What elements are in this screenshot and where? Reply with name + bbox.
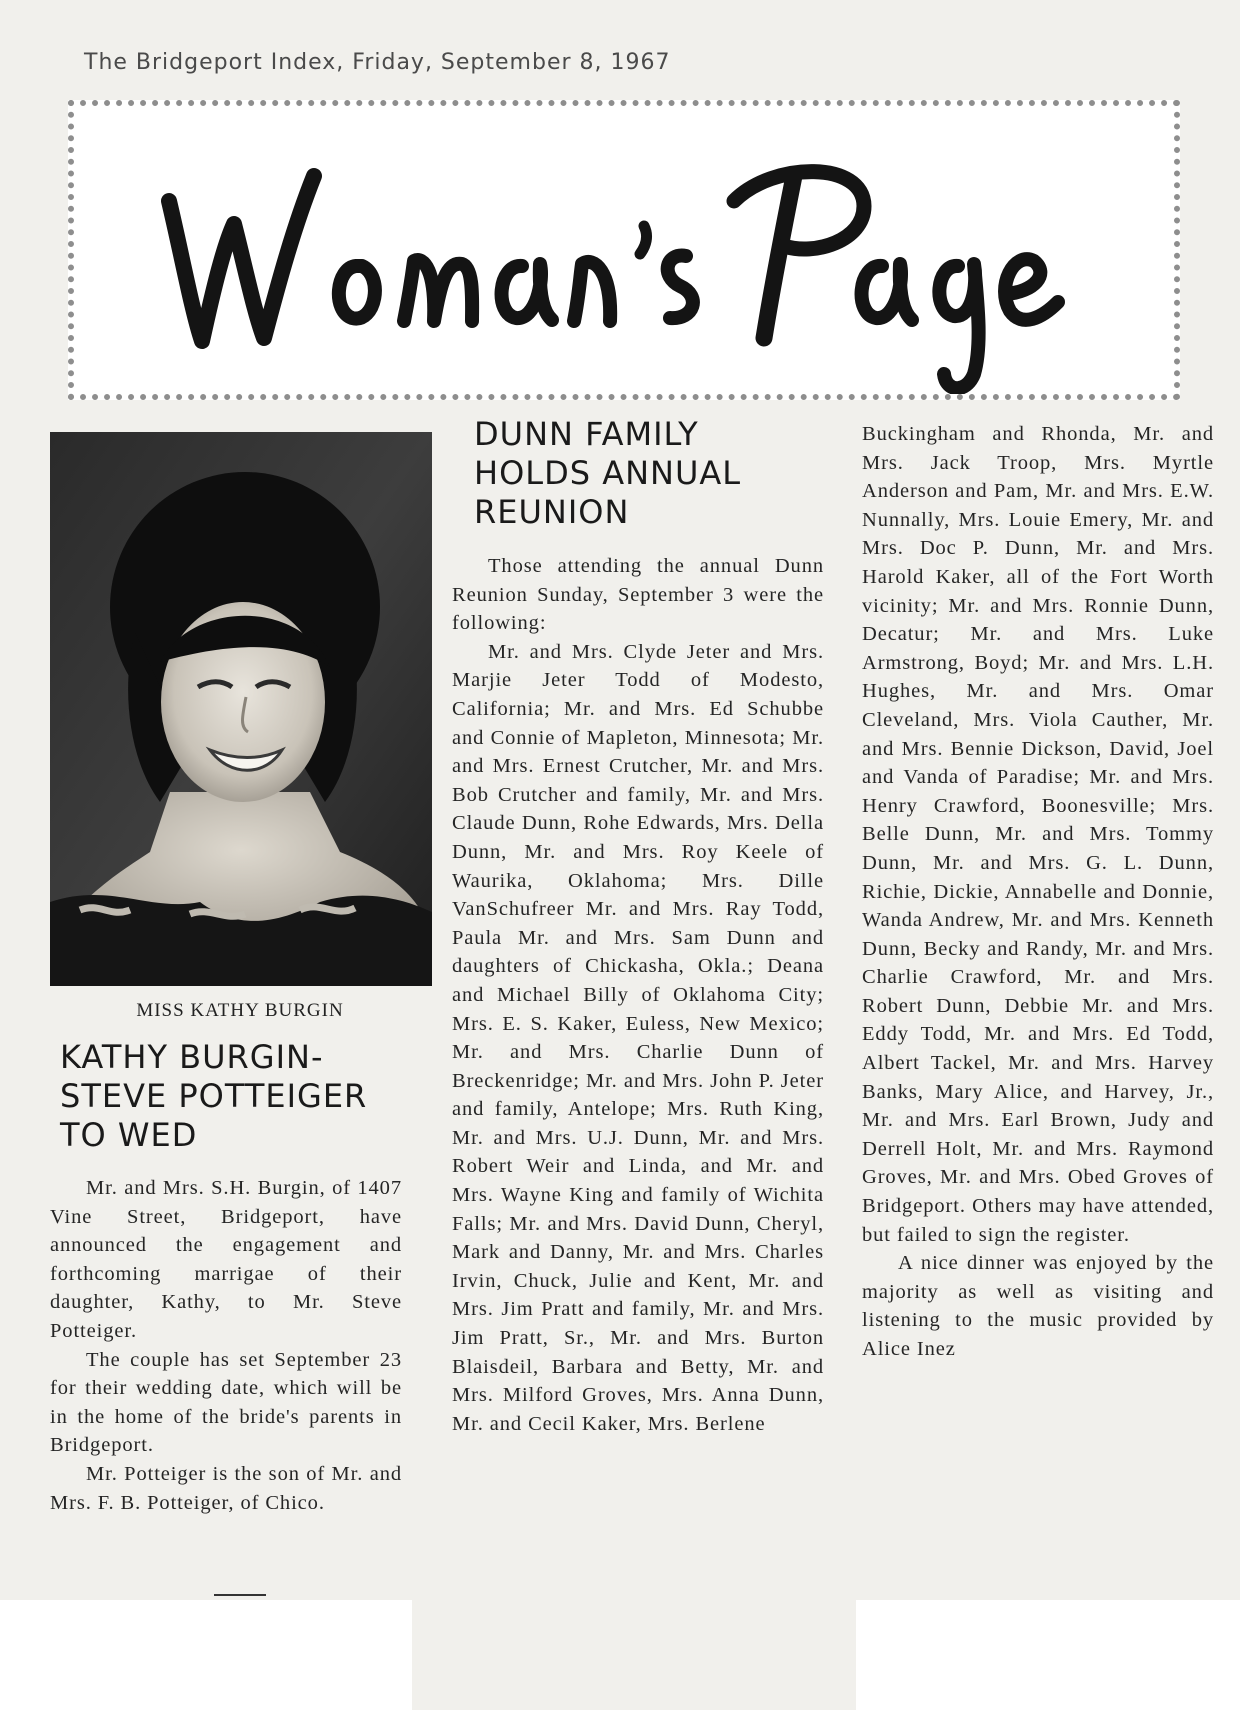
article-paragraph: Mr. Potteiger is the son of Mr. and Mrs. F. B. Potteiger, of Chico.	[50, 1462, 402, 1514]
reunion-article-body	[452, 552, 824, 1438]
photo-caption: MISS KATHY BURGIN	[136, 1000, 344, 1021]
newspaper-page-tail	[412, 1600, 856, 1710]
portrait-image	[50, 432, 432, 986]
engagement-headline: KATHY BURGIN- STEVE POTTEIGER TO WED	[60, 1038, 368, 1155]
portrait-photo	[50, 432, 432, 986]
masthead-script-logo	[74, 106, 1174, 394]
article-paragraph: Mr. and Mrs. S.H. Burgin, of 1407 Vine Street, Bridgeport, have announced the engagement and forthcoming marrigae of their daughter, Kathy, to Mr. Steve Potteiger.	[50, 1177, 402, 1342]
masthead-box	[68, 100, 1180, 400]
article-paragraph: Those attending the annual Dunn Reunion Sunday, September 3 were the following:	[452, 555, 824, 635]
article-paragraph: The couple has set September 23 for their wedding date, which will be in the home of the bride's parents in Bridgeport.	[50, 1348, 402, 1457]
attendee-list-continued: Buckingham and Rhonda, Mr. and Mrs. Jack Troop, Mrs. Myrtle Anderson and Pam, Mr. and Mrs. E.W. Nunnally, Mrs. Louie Emery, Mr. and Mrs. Doc P. Dunn, Mr. and Mrs. Harold Kaker, all of the Fort Worth vicinity; Mr. and Mrs. Ronnie Dunn, Decatur; Mr. and Mrs. Luke Armstrong, Boyd; Mr. and Mrs. L.H. Hughes, Mr. and Mrs. Omar Cleveland, Mrs. Viola Cauther, Mr. and Mrs. Bennie Dickson, David, Joel and Vanda of Paradise; Mr. and Mrs. Henry Crawford, Boonesville; Mrs. Belle Dunn, Mr. and Mrs. Tommy Dunn, Mr. and Mrs. G. L. Dunn, Richie, Dickie, Annabelle and Donnie, Wanda Andrew, Mr. and Mrs. Kenneth Dunn, Becky and Randy, Mr. and Mrs. Charlie Crawford, Mr. and Mrs. Robert Dunn, Debbie Mr. and Mrs. Eddy Todd, Mr. and Mrs. Ed Todd, Albert Tackel, Mr. and Mrs. Harvey Banks, Mary Alice, and Harvey, Jr., Mr. and Mrs. Earl Brown, Judy and Derrell Holt, Mr. and Mrs. Raymond Groves, Mr. and Mrs. Obed Groves of Bridgeport. Others may have attended, but failed to sign the register.	[862, 423, 1214, 1246]
reunion-article-continued	[862, 420, 1214, 1364]
engagement-article-body	[50, 1174, 402, 1517]
article-end-rule	[214, 1594, 266, 1596]
attendee-list: Mr. and Mrs. Clyde Jeter and Mrs. Marjie Jeter Todd of Modesto, California; Mr. and Mrs. Ed Schubbe and Connie of Mapleton, Minnesota; Mr. and Mrs. Ernest Crutcher, Mr. and Mrs. Bob Crutcher and family, Mr. and Mrs. Claude Dunn, Rohe Edwards, Mrs. Della Dunn, Mr. and Mrs. Roy Keele of Waurika, Oklahoma; Mrs. Dille VanSchufreer Mr. and Mrs. Ray Todd, Paula Mr. and Mrs. Sam Dunn and daughters of Chickasha, Okla.; Deana and Michael Billy of Oklahoma City; Mrs. E. S. Kaker, Euless, New Mexico; Mr. and Mrs. Charlie Dunn of Breckenridge; Mr. and Mrs. John P. Jeter and family, Antelope; Mrs. Ruth King, Mr. and Mrs. U.J. Dunn, Mr. and Mrs. Robert Weir and Linda, and Mr. and Mrs. Wayne King and family of Wichita Falls; Mr. and Mrs. David Dunn, Cheryl, Mark and Danny, Mr. and Mrs. Charles Irvin, Chuck, Julie and Kent, Mr. and Mrs. Jim Pratt and family, Mr. and Mrs. Jim Pratt, Sr., Mr. and Mrs. Burton Blaisdeil, Barbara and Betty, Mr. and Mrs. Milford Groves, Mrs. Anna Dunn, Mr. and Cecil Kaker, Mrs. Berlene	[452, 640, 824, 1435]
dateline: The Bridgeport Index, Friday, September 8, 1967	[84, 50, 671, 75]
reunion-headline: DUNN FAMILY HOLDS ANNUAL REUNION	[474, 415, 742, 532]
article-paragraph: A nice dinner was enjoyed by the majority as well as visiting and listening to the music provided by Alice Inez	[862, 1252, 1214, 1360]
